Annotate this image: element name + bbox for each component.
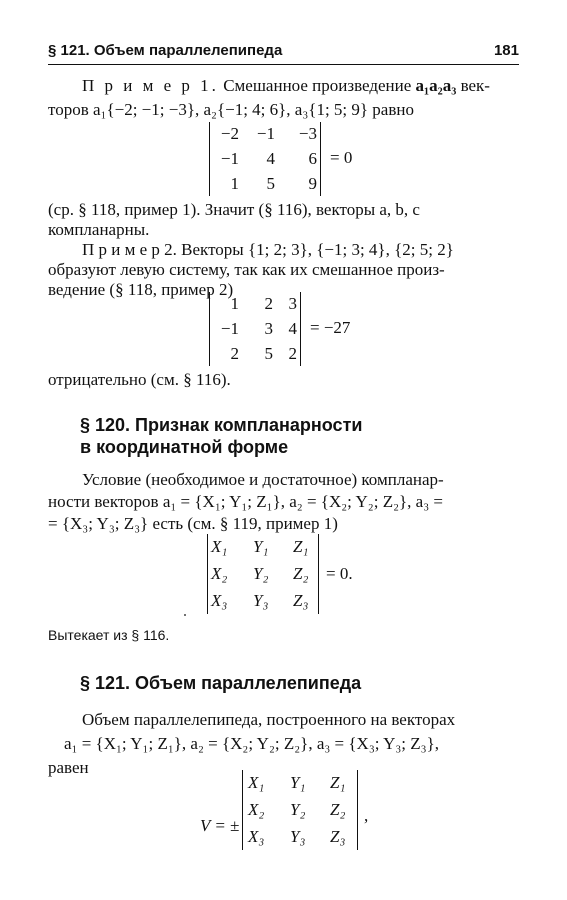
section121-p2: a₁ = {X₁; Y₁; Z₁}, a₂ = {X₂; Y₂; Z₂}, a₃ = {X₃; Y₃; Z₃}, (64, 734, 439, 753)
determinant-cell: 5 (264, 343, 273, 363)
determinant-cell: 2 (230, 343, 239, 363)
determinant-cell: 2 (264, 294, 273, 314)
determinant-left-bar (242, 770, 243, 850)
determinant-example1-result: = 0 (330, 148, 353, 167)
determinant-cell: 4 (266, 149, 275, 168)
section121-heading: § 121. Объем параллелепипеда (80, 673, 362, 693)
determinant-cell: −2 (220, 124, 239, 144)
determinant-cell: X₃ (211, 590, 228, 610)
section120-heading-line1: § 120. Признак компланарности (80, 415, 363, 435)
example2-line3: ведение (§ 118, пример 2) (48, 280, 234, 299)
example1-line2: торов a₁{−2; −1; −3}, a₂{−1; 4; 6}, a₃{1; 5; 9} равно (48, 100, 414, 119)
example1-lead: П р и м е р 1. (82, 76, 219, 95)
determinant-left-bar (209, 122, 210, 196)
example1-text-b: век- (456, 76, 490, 95)
example1-text-a: Смешанное произведение (223, 76, 416, 95)
example2-line1: П р и м е р 2. Векторы {1; 2; 3}, {−1; 3; 4}, {2; 5; 2} (82, 240, 454, 259)
section120-p3: = {X₃; Y₃; Z₃} есть (см. § 119, пример 1) (48, 514, 338, 533)
example1-line1 (82, 76, 490, 96)
section120-p1: Условие (необходимое и достаточное) компланар- (82, 470, 444, 489)
page-number: 181 (493, 42, 519, 59)
determinant-cell: −1 (220, 149, 239, 168)
determinant-cell: Z₂ (293, 564, 309, 583)
determinant-cell: Z₃ (330, 826, 346, 846)
determinant-right-bar (300, 292, 301, 366)
determinant-cell: 1 (230, 173, 239, 193)
running-head (48, 42, 519, 65)
determinant-section120 (207, 534, 319, 614)
determinant-cell: Y₁ (253, 537, 269, 557)
section121-p1: Объем параллелепипеда, построенного на векторах (82, 710, 456, 729)
determinant-cell: 3 (264, 319, 273, 338)
determinant-volume (242, 770, 358, 850)
example1-product: a₁a₂a₃ (415, 76, 457, 95)
determinant-cell: −1 (256, 124, 275, 144)
determinant-cell: Z₁ (330, 773, 346, 793)
determinant-cell: 4 (288, 319, 297, 338)
volume-lhs: V = ± (200, 816, 240, 835)
determinant-cell: 6 (308, 149, 317, 168)
determinant-cell: 2 (288, 343, 297, 363)
running-head-title: § 121. Объем параллелепипеда (48, 42, 283, 59)
determinant-volume-result: , (364, 806, 369, 825)
determinant-right-bar (320, 122, 321, 196)
determinant-example1 (209, 122, 321, 196)
determinant-left-bar (209, 292, 210, 366)
example2-after: отрицательно (см. § 116). (48, 370, 231, 389)
determinant-cell: Y₃ (253, 590, 269, 610)
determinant-cell: Z₁ (293, 537, 309, 557)
determinant-cell: X₂ (211, 564, 228, 583)
determinant-cell: −1 (220, 319, 239, 338)
determinant-example2 (209, 292, 301, 366)
determinant-cell: Y₃ (290, 826, 306, 846)
section120-p2: ности векторов a₁ = {X₁; Y₁; Z₁}, a₂ = {X₂; Y₂; Z₂}, a₃ = (48, 492, 443, 511)
example2-line2: образуют левую систему, так как их смешанное произ- (48, 260, 445, 279)
determinant-cell: Z₃ (293, 590, 309, 610)
section121-p3: равен (48, 758, 89, 777)
determinant-cell: 9 (308, 173, 317, 193)
determinant-cell: Z₂ (330, 800, 346, 819)
determinant-cell: X₃ (248, 826, 265, 846)
determinant-cell: −3 (298, 124, 317, 144)
determinant-cell: X₂ (248, 800, 265, 819)
determinant-section120-result: = 0. (326, 564, 353, 583)
section120-heading-line2: в координатной форме (80, 437, 289, 457)
determinant-cell: 1 (230, 294, 239, 314)
determinant-cell: X₁ (248, 773, 265, 793)
determinant-cell: Y₁ (290, 773, 306, 793)
determinant-example2-result: = −27 (310, 318, 351, 337)
example1-after-line2: компланарны. (48, 220, 150, 239)
stray-dot (184, 614, 186, 616)
determinant-cell: 3 (288, 294, 297, 314)
section120-note: Вытекает из § 116. (48, 627, 170, 643)
determinant-cell: Y₂ (253, 564, 269, 583)
determinant-cell: X₁ (211, 537, 228, 557)
determinant-cell: 5 (266, 173, 275, 193)
example1-after-line1: (ср. § 118, пример 1). Значит (§ 116), векторы a, b, c (48, 200, 420, 219)
determinant-left-bar (207, 534, 208, 614)
determinant-cell: Y₂ (290, 800, 306, 819)
